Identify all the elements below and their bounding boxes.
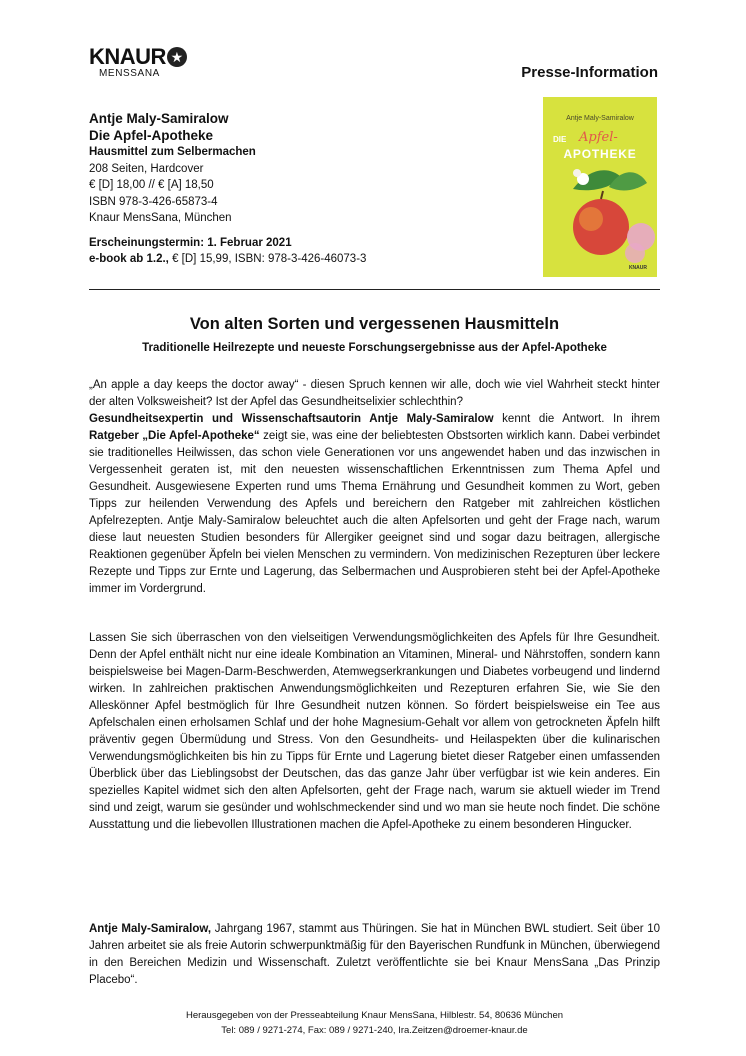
footer-contact: Tel: 089 / 9271-274, Fax: 089 / 9271-240, Ira.Zeitzen@droemer-knaur.de bbox=[221, 1025, 528, 1036]
intro-author-highlight: Gesundheitsexpertin und Wissenschaftsautorin Antje Maly-Samiralow bbox=[89, 413, 494, 425]
article-headline: Von alten Sorten und vergessenen Hausmitteln bbox=[189, 315, 560, 333]
release-date: Erscheinungstermin: 1. Februar 2021 bbox=[89, 236, 292, 249]
cover-publisher: KNAUR bbox=[628, 265, 647, 271]
book-cover bbox=[543, 97, 657, 277]
book-author: Antje Maly-Samiralow bbox=[89, 111, 229, 126]
paragraph-intro bbox=[89, 377, 660, 598]
ebook-label: e-book ab 1.2., bbox=[89, 253, 169, 265]
article-subheadline: Traditionelle Heilrezepte und neueste Forschungsergebnisse aus der Apfel-Apotheke bbox=[142, 342, 607, 354]
paragraph-uses: Lassen Sie sich überraschen von den vielseitigen Verwendungsmöglichkeiten des Apfels für Ihre Gesundheit. Denn der Apfel enthält nicht nur eine ideale Kombination an Vitaminen, Mineral- und Nährstoffen, sondern kann beispielsweise bei Magen-Darm-Beschwerden, Atemwegserkrankungen und Diabetes vorbeugend und lindernd wirken. In zahlreichen praktischen Anwendungsmöglichkeiten und Rezepturen erfahren Sie, wie Sie den Alleskönner Apfel bestmöglich für Ihre Gesundheit nutzen können. So fördert beispielsweise ein Tee aus Apfelschalen einen erholsamen Schlaf und der hohe Magnesium-Gehalt vor allem von getrockneten Äpfeln hilft präventiv gegen Übermüdung und Stress. Von den Gesundheits- und Heilaspekten über die kulinarischen Verwendungsmöglichkeiten bis hin zu Tipps für Ernte und Lagerung bietet dieser Ratgeber einen umfassenden Überblick über das Lieblingsobst der Deutschen, das das ganze Jahr über verfügbar ist wie kein anderes. Ein spezielles Kapitel widmet sich den alten Apfelsorten, geht der Frage nach, warum sie aktuell wieder im Trend sind und zeigt, warum sie gesünder und wohlschmeckender sind und wo man sie heute noch findet. Die schöne Ausstattung und die liebevollen Illustrationen machen die Apfel-Apotheke zu einem besonderen Hingucker. bbox=[89, 632, 660, 831]
cover-apfel: Apfel- bbox=[579, 130, 618, 145]
presse-information-heading: Presse-Information bbox=[521, 64, 658, 81]
cover-author: Antje Maly-Samiralow bbox=[566, 115, 634, 122]
intro-book-highlight: Ratgeber „Die Apfel-Apotheke“ bbox=[89, 430, 260, 442]
logo-subtitle: MENSSANA bbox=[99, 68, 160, 79]
logo-wordmark: KNAUR bbox=[89, 44, 166, 69]
footer bbox=[89, 1008, 660, 1038]
paragraph-author-bio bbox=[89, 921, 660, 989]
cover-apotheke: APOTHEKE bbox=[563, 147, 637, 161]
star-icon: ★ bbox=[167, 47, 187, 67]
footer-address: Herausgegeben von der Presseabteilung Knaur MensSana, Hilblestr. 54, 80636 München bbox=[185, 1010, 564, 1021]
intro-text: kennt die Antwort. In ihrem bbox=[493, 413, 660, 425]
publisher-logo bbox=[89, 46, 187, 80]
bio-author-name: Antje Maly-Samiralow, bbox=[89, 923, 212, 935]
book-publisher: Knaur MensSana, München bbox=[89, 212, 232, 224]
book-isbn: ISBN 978-3-426-65873-4 bbox=[89, 195, 218, 208]
bio-text: Jahrgang 1967, stammt aus Thüringen. Sie hat in München BWL studiert. Seit über 10 Jahren arbeitet sie als freie Autorin schwerpunktmäßig für den Bayerischen Rundfunk in München, überwiegend in den Bereichen Medizin und Wissenschaft. Zuletzt veröffentlichte sie bei Knaur MensSana „Das Prinzip Placebo“. bbox=[89, 923, 660, 986]
ebook-info bbox=[89, 251, 366, 268]
book-subtitle: Hausmittel zum Selbermachen bbox=[89, 146, 256, 158]
book-pages: 208 Seiten, Hardcover bbox=[89, 162, 204, 175]
apple-illustration bbox=[543, 97, 657, 277]
intro-quote: „An apple a day keeps the doctor away“ - diesen Spruch kennen wir alle, doch wie viel Wahrheit steckt hinter der alten Volksweisheit? Ist der Apfel das Gesundheitselixier schlechthin? bbox=[89, 379, 660, 408]
cover-die: DIE bbox=[553, 135, 567, 144]
book-price: € [D] 18,00 // € [A] 18,50 bbox=[89, 179, 214, 191]
book-info bbox=[89, 110, 366, 268]
intro-body: zeigt sie, was eine der beliebtesten Obstsorten wirklich kann. Dabei verbindet sie traditionelles Heilwissen, das schon viele Generationen vor uns angewendet haben und das inzwischen in Vergessenheit geraten ist, mit den neuesten wissenschaftlichen Erkenntnissen zum Thema Apfel und Gesundheit. Ausgewiesene Experten rund ums Thema Ernährung und Gesundheit kommen zu Wort, geben Tipps zur heilenden Verwendung des Apfels und bereichern den Ratgeber mit zahlreichen köstlichen Apfelrezepten. Antje Maly-Samiralow beleuchtet auch die alten Apfelsorten und geht der Frage nach, warum diese laut neuesten Studien besonders für Allergiker geeignet sind und sogar dazu beitragen, allergische Reaktionen gegenüber Äpfeln bei vielen Menschen zu vermindern. Von medizinischen Rezepturen über leckere Rezepte und Tipps zur Ernte und Lagerung, das Selbermachen und Ausprobieren steht bei der Apfel-Apotheke immer im Vordergrund. bbox=[89, 430, 660, 595]
divider bbox=[89, 289, 660, 290]
book-title: Die Apfel-Apotheke bbox=[89, 128, 214, 143]
ebook-details: € [D] 15,99, ISBN: 978-3-426-46073-3 bbox=[168, 253, 367, 265]
